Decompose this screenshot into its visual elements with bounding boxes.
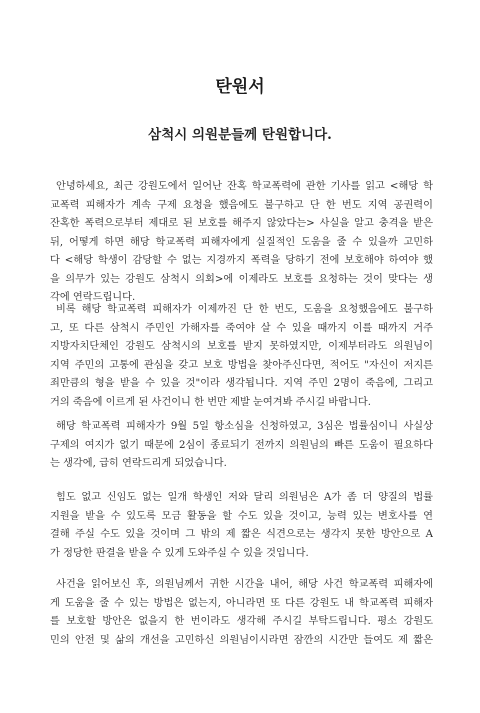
paragraph-line: 거의 죽음에 이르게 된 사건이니 한 번만 제발 눈여겨봐 주시길 바랍니다. [50, 396, 372, 408]
paragraph-line: 다 <해당 학생이 감당할 수 없는 지경까지 폭력을 당하기 전에 보호해야 하여야 했 [50, 255, 433, 266]
paragraph-line: 해당 학교폭력 피해자가 9월 5일 항소심을 신청하였고, 3심은 법률심이니 사실상 [56, 421, 433, 432]
paragraph-line: 를 보호할 방안은 없을지 한 번이라도 생각해 주시길 부탁드립니다. 평소 강원도 [50, 616, 433, 627]
paragraph-3 [50, 418, 433, 474]
paragraph-1 [50, 178, 433, 308]
paragraph-line: 는 생각에, 급히 연락드리게 되었습니다. [50, 458, 227, 469]
paragraph-line: 민의 안전 및 삶의 개선을 고민하신 의원님이시라면 잠깐의 시간만 들여도 제 짧은 [50, 634, 433, 646]
paragraph-line: 가 정당한 판결을 받을 수 있게 도와주실 수 있을 것입니다. [50, 547, 309, 559]
paragraph-line: 잔혹한 폭력으로부터 제대로 된 보호를 해주지 않았다는> 사실을 알고 충격을 받은 [50, 218, 433, 229]
paragraph-line: 안녕하세요, 최근 강원도에서 일어난 잔혹 학교폭력에 관한 기사를 읽고 <해당 학 [56, 181, 433, 192]
paragraph-line: 지역 주민의 고통에 관심을 갖고 보호 방법을 찾아주신다면, 적어도 "자신이 저지른 [50, 359, 433, 371]
paragraph-line: 뒤, 어떻게 하면 해당 학교폭력 피해자에게 실질적인 도움을 줄 수 있을까 고민하 [50, 236, 433, 248]
paragraph-line: 교폭력 피해자가 계속 구제 요청을 했음에도 불구하고 단 한 번도 지역 공권력이 [50, 199, 433, 211]
paragraph-line: 비록 해당 학교폭력 피해자가 이제까진 단 한 번도, 도움을 요청했음에도 불구하 [56, 304, 433, 315]
paragraph-line: 각에 연락드립니다. [50, 292, 136, 303]
paragraph-2 [50, 301, 433, 412]
paragraph-line: 결해 주실 수도 있을 것이며 그 밖의 제 짧은 식견으로는 생각지 못한 방안으로 A [50, 529, 433, 540]
document-subtitle: 삼척시 의원분들께 탄원합니다. [148, 127, 332, 143]
paragraph-line: 을 의무가 있는 강원도 삼척시 의회>에 이제라도 보호를 요청하는 것이 맞다는 생 [50, 273, 433, 285]
paragraph-line: 지원을 받을 수 있도록 모금 활동을 할 수도 있을 것이고, 능력 있는 변호사를 연 [50, 510, 433, 522]
paragraph-4 [50, 489, 433, 563]
paragraph-line: 죄만큼의 형을 받을 수 있을 것"이라 생각됩니다. 지역 주민 2명이 죽음에, 그리고 [50, 378, 433, 389]
paragraph-line: 사건을 읽어보신 후, 의원님께서 귀한 시간을 내어, 해당 사건 학교폭력 피해자에 [56, 579, 433, 590]
paragraph-line: 지방자치단체인 강원도 삼척시의 보호를 받지 못하였지만, 이제부터라도 의원님이 [50, 341, 433, 352]
paragraph-line: 고, 또 다른 삼척시 주민인 가해자를 죽여야 살 수 있을 때까지 이를 때까지 거주 [50, 322, 433, 334]
paragraph-line: 힘도 없고 신임도 없는 일개 학생인 저와 달리 의원님은 A가 좀 더 양질의 법률 [56, 492, 433, 503]
paragraph-line: 구제의 여지가 없기 때문에 2심이 종료되기 전까지 의원님의 빠른 도움이 필요하다 [50, 439, 433, 451]
paragraph-line: 게 도움을 줄 수 있는 방법은 없는지, 아니라면 또 다른 강원도 내 학교폭력 피해자 [50, 597, 433, 609]
document-title: 탄원서 [215, 77, 265, 97]
paragraph-5 [50, 576, 433, 650]
